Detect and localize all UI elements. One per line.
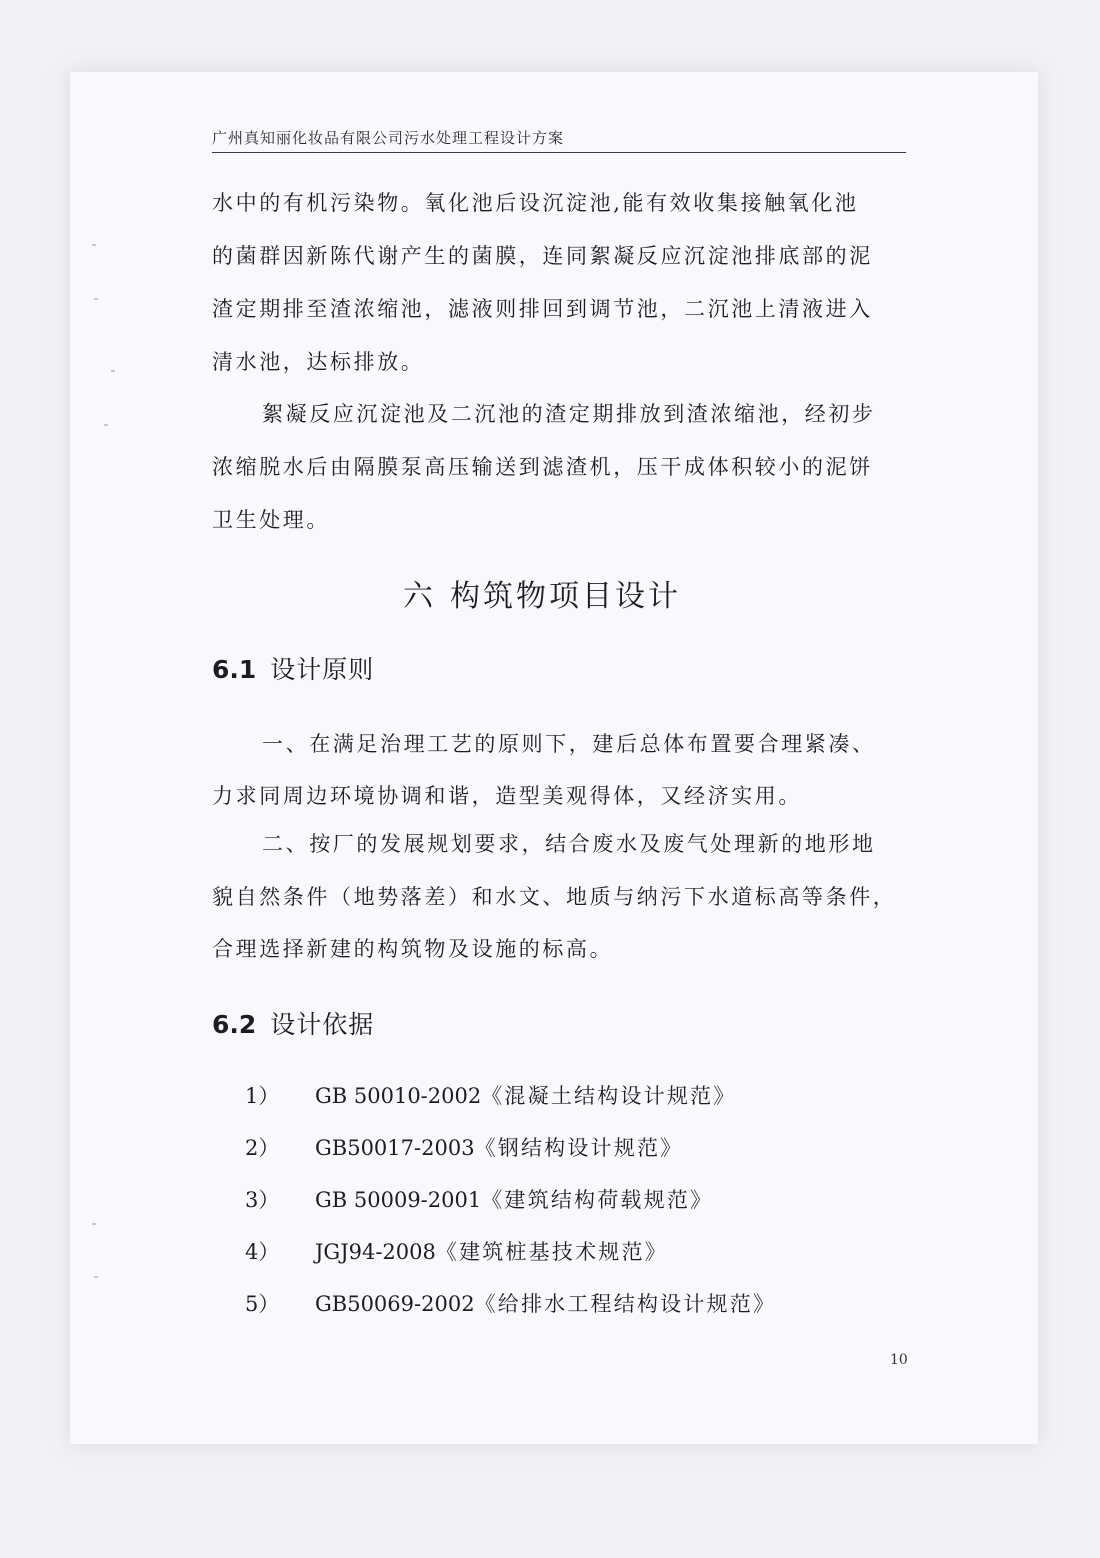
paragraph-line: 卫生处理。 <box>212 508 330 532</box>
section-title: 设计依据 <box>270 1010 375 1039</box>
reference-index: 3） <box>245 1188 280 1212</box>
section-number: 6.2 <box>212 1010 257 1039</box>
reference-item <box>245 1133 683 1163</box>
paragraph-line: 清水池，达标排放。 <box>212 350 425 374</box>
reference-index: 5） <box>245 1292 280 1316</box>
reference-title: 《建筑桩基技术规范》 <box>435 1240 668 1264</box>
reference-item <box>245 1237 668 1267</box>
document-header: 广州真知丽化妆品有限公司污水处理工程设计方案 <box>212 126 906 153</box>
reference-index: 1） <box>245 1084 280 1108</box>
paragraph-line: 一、在满足治理工艺的原则下，建后总体布置要合理紧凑、 <box>262 732 876 756</box>
paragraph-line: 二、按厂的发展规划要求，结合废水及废气处理新的地形地 <box>262 832 876 856</box>
reference-code: GB50017-2003 <box>315 1136 475 1160</box>
reference-item <box>245 1185 713 1215</box>
reference-code: GB 50010-2002 <box>315 1084 482 1108</box>
reference-title: 《混凝土结构设计规范》 <box>481 1084 737 1108</box>
reference-code: GB50069-2002 <box>315 1292 475 1316</box>
scan-speck <box>94 298 98 300</box>
reference-title: 《给排水工程结构设计规范》 <box>474 1292 777 1316</box>
paragraph-line: 貌自然条件（地势落差）和水文、地质与纳污下水道标高等条件， <box>212 885 897 909</box>
reference-item <box>245 1289 776 1319</box>
scan-speck <box>104 424 108 426</box>
reference-title: 《钢结构设计规范》 <box>474 1136 684 1160</box>
reference-title: 《建筑结构荷载规范》 <box>481 1188 714 1212</box>
section-title: 设计原则 <box>270 655 375 684</box>
section-heading-6-1 <box>212 653 374 687</box>
page-number: 10 <box>890 1352 908 1368</box>
paragraph-line: 浓缩脱水后由隔膜泵高压输送到滤渣机，压干成体积较小的泥饼 <box>212 455 873 479</box>
chapter-number: 六 <box>403 579 436 614</box>
reference-code: JGJ94-2008 <box>315 1240 436 1264</box>
scan-speck <box>94 1276 98 1278</box>
paragraph-line: 絮凝反应沉淀池及二沉池的渣定期排放到渣浓缩池，经初步 <box>262 402 876 426</box>
reference-index: 2） <box>245 1136 280 1160</box>
reference-code: GB 50009-2001 <box>315 1188 482 1212</box>
paragraph-line: 合理选择新建的构筑物及设施的标高。 <box>212 937 614 961</box>
scan-speck <box>111 370 115 372</box>
reference-index: 4） <box>245 1240 280 1264</box>
paragraph-line: 水中的有机污染物。氧化池后设沉淀池,能有效收集接触氧化池 <box>212 191 859 215</box>
section-number: 6.1 <box>212 655 257 684</box>
scan-speck <box>92 1223 96 1225</box>
paragraph-line: 力求同周边环境协调和谐，造型美观得体，又经济实用。 <box>212 784 802 808</box>
scan-speck <box>92 244 96 246</box>
chapter-title: 构筑物项目设计 <box>450 579 681 614</box>
chapter-heading <box>403 577 681 617</box>
paragraph-line: 渣定期排至渣浓缩池，滤液则排回到调节池，二沉池上清液进入 <box>212 297 873 321</box>
reference-item <box>245 1081 736 1111</box>
paragraph-line: 的菌群因新陈代谢产生的菌膜，连同絮凝反应沉淀池排底部的泥 <box>212 244 873 268</box>
section-heading-6-2 <box>212 1008 374 1042</box>
